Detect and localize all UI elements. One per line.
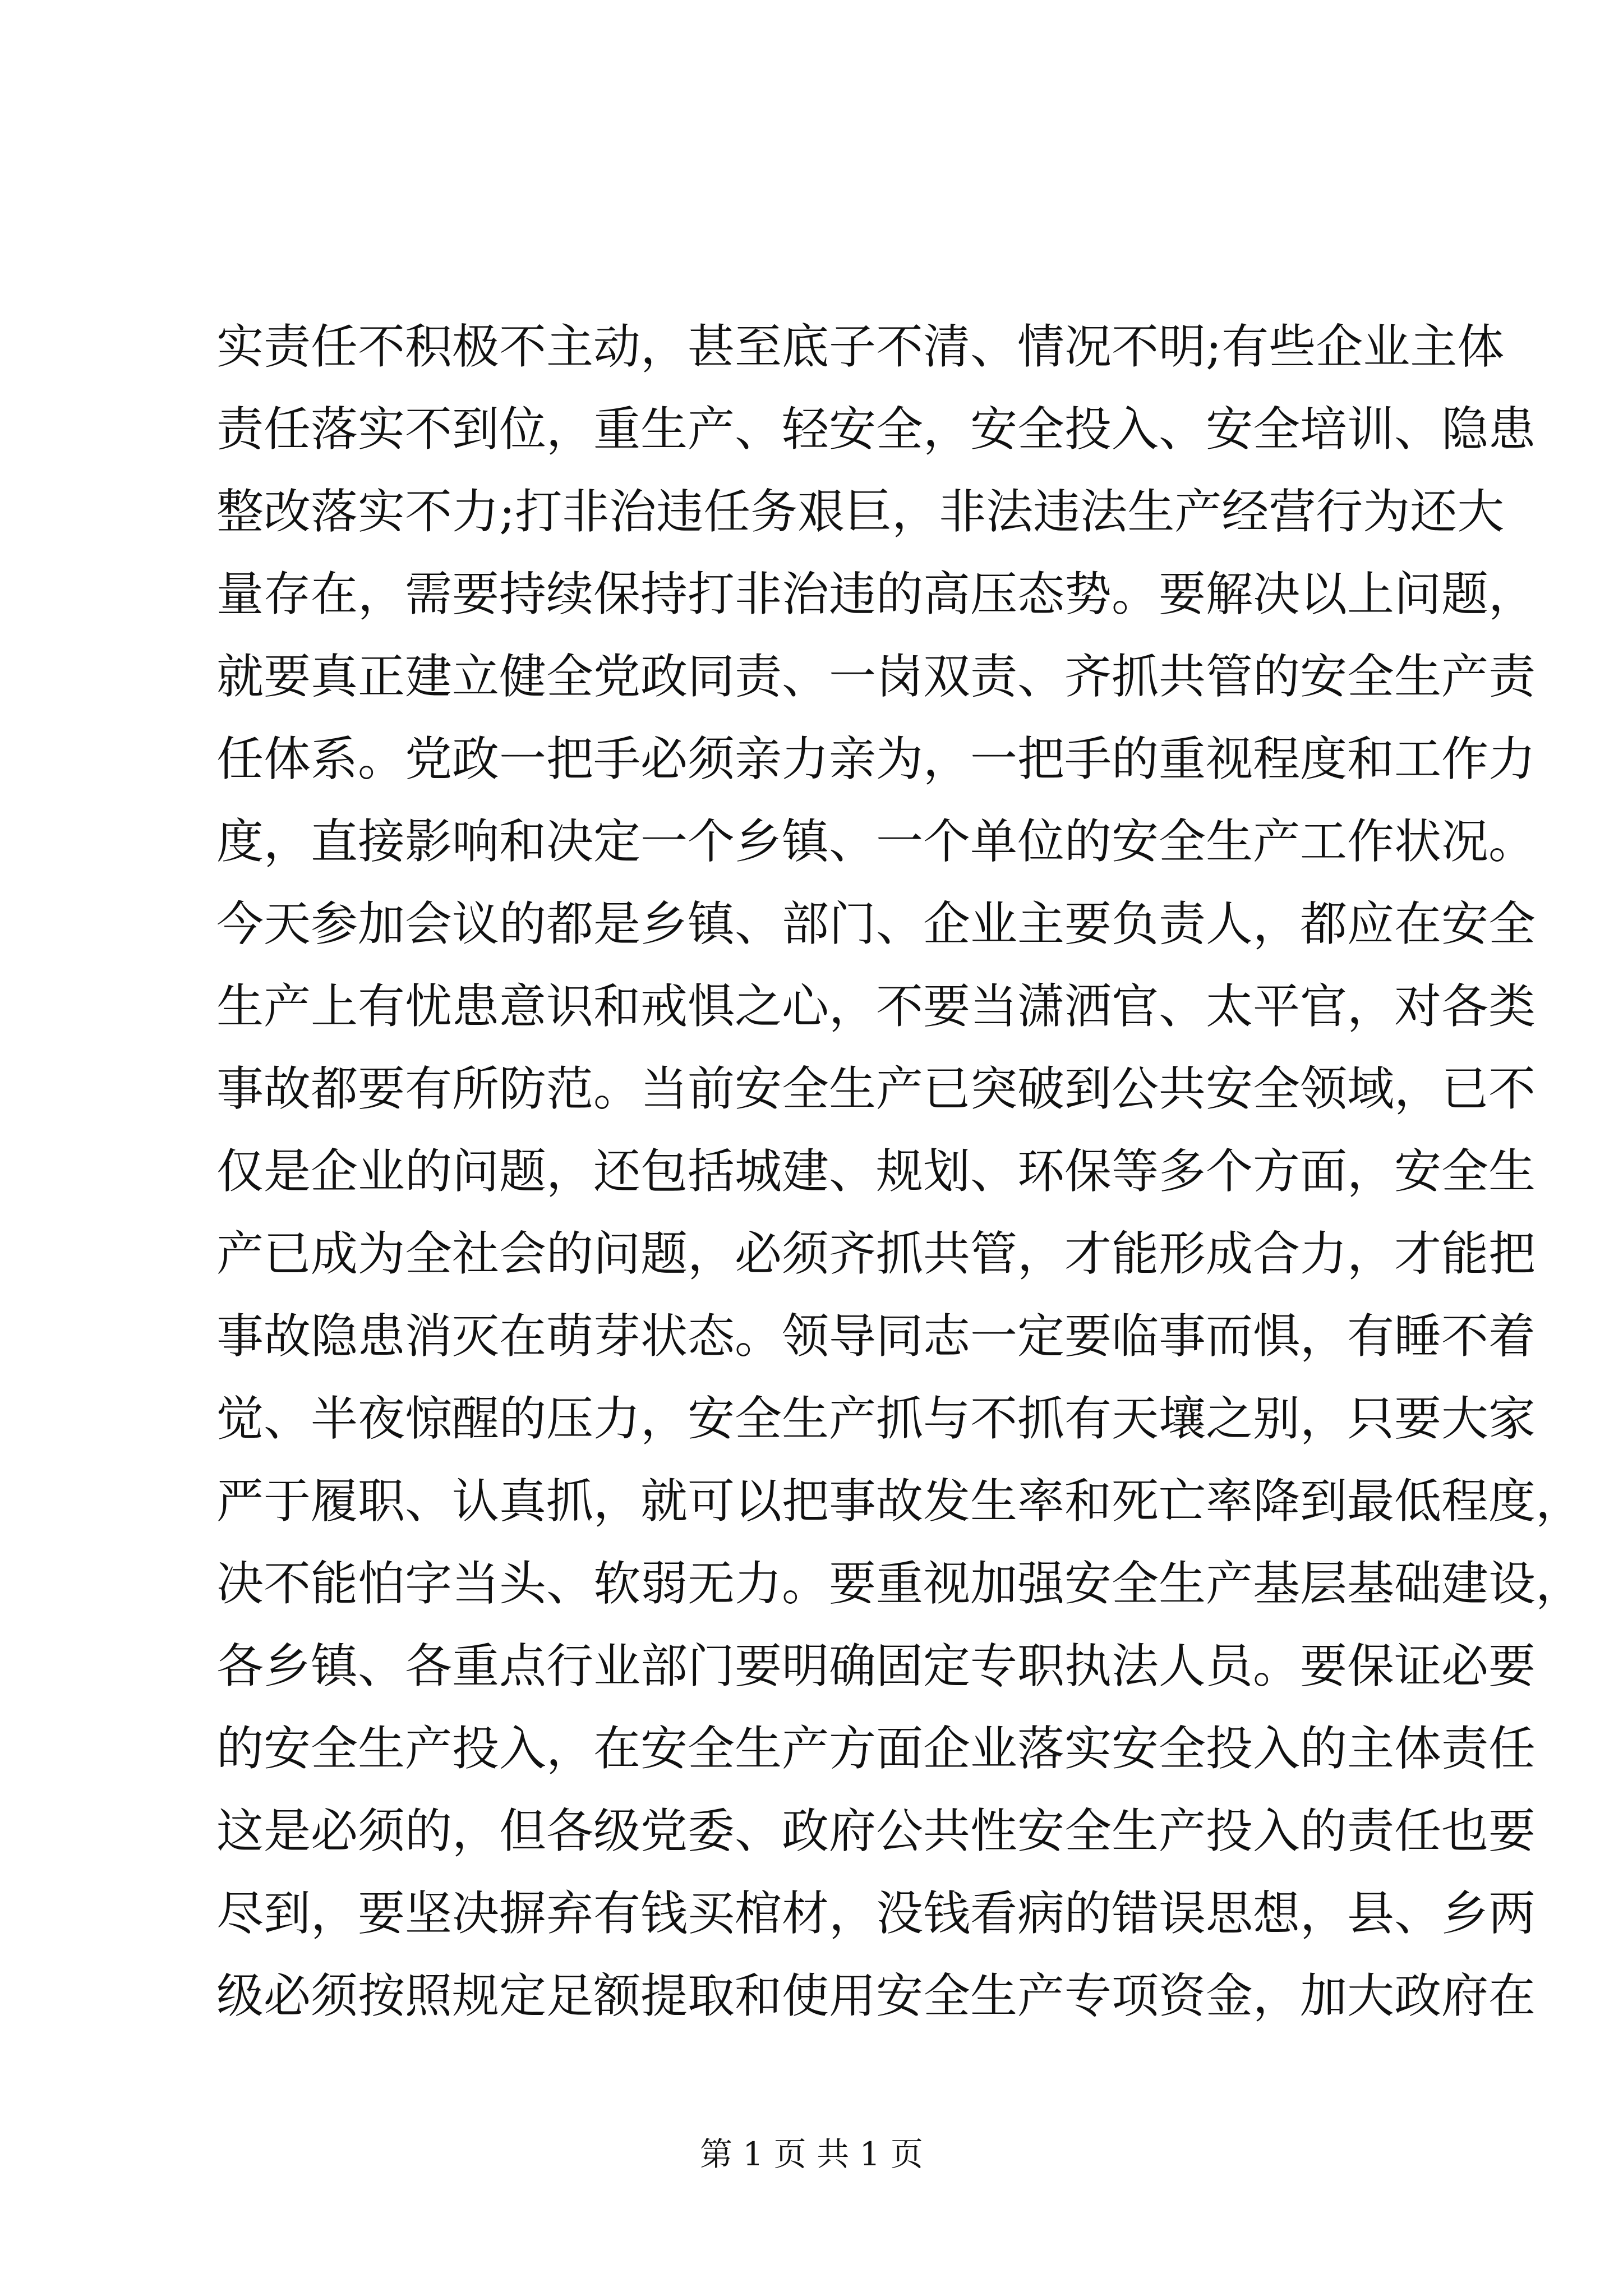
text-line: 决不能怕字当头、软弱无力。要重视加强安全生产基层基础建设， xyxy=(216,1556,1583,1611)
text-line: 责任落实不到位，重生产、轻安全，安全投入、安全培训、隐患 xyxy=(216,402,1536,457)
text-line: 严于履职、认真抓，就可以把事故发生率和死亡率降到最低程度， xyxy=(216,1474,1583,1529)
text-line: 实责任不积极不主动，甚至底子不清、情况不明;有些企业主体 xyxy=(216,319,1505,374)
text-line: 的安全生产投入，在安全生产方面企业落实安全投入的主体责任 xyxy=(216,1721,1536,1776)
text-line: 度，直接影响和决定一个乡镇、一个单位的安全生产工作状况。 xyxy=(216,814,1536,869)
text-line: 尽到，要坚决摒弃有钱买棺材，没钱看病的错误思想，县、乡两 xyxy=(216,1886,1536,1941)
text-line: 今天参加会议的都是乡镇、部门、企业主要负责人，都应在安全 xyxy=(216,896,1536,951)
text-line: 事故都要有所防范。当前安全生产已突破到公共安全领域，已不 xyxy=(216,1061,1536,1116)
text-line: 产已成为全社会的问题，必须齐抓共管，才能形成合力，才能把 xyxy=(216,1226,1536,1281)
text-line: 觉、半夜惊醒的压力，安全生产抓与不抓有天壤之别，只要大家 xyxy=(216,1391,1536,1446)
text-line: 各乡镇、各重点行业部门要明确固定专职执法人员。要保证必要 xyxy=(216,1639,1536,1694)
text-line: 仅是企业的问题，还包括城建、规划、环保等多个方面，安全生 xyxy=(216,1144,1536,1199)
body-paragraph xyxy=(216,306,1583,2037)
text-line: 整改落实不力;打非治违任务艰巨，非法违法生产经营行为还大 xyxy=(216,484,1505,539)
text-line: 这是必须的，但各级党委、政府公共性安全生产投入的责任也要 xyxy=(216,1803,1536,1858)
text-line: 任体系。党政一把手必须亲力亲为，一把手的重视程度和工作力 xyxy=(216,731,1536,786)
text-line: 事故隐患消灭在萌芽状态。领导同志一定要临事而惧，有睡不着 xyxy=(216,1309,1536,1364)
text-line: 生产上有忧患意识和戒惧之心，不要当潇洒官、太平官，对各类 xyxy=(216,979,1536,1034)
text-line: 量存在，需要持续保持打非治违的高压态势。要解决以上问题， xyxy=(216,567,1536,622)
page-number: 第 1 页 共 1 页 xyxy=(700,2135,923,2173)
page-footer xyxy=(0,2132,1623,2177)
text-line: 级必须按照规定足额提取和使用安全生产专项资金，加大政府在 xyxy=(216,1968,1536,2023)
text-line: 就要真正建立健全党政同责、一岗双责、齐抓共管的安全生产责 xyxy=(216,649,1536,704)
